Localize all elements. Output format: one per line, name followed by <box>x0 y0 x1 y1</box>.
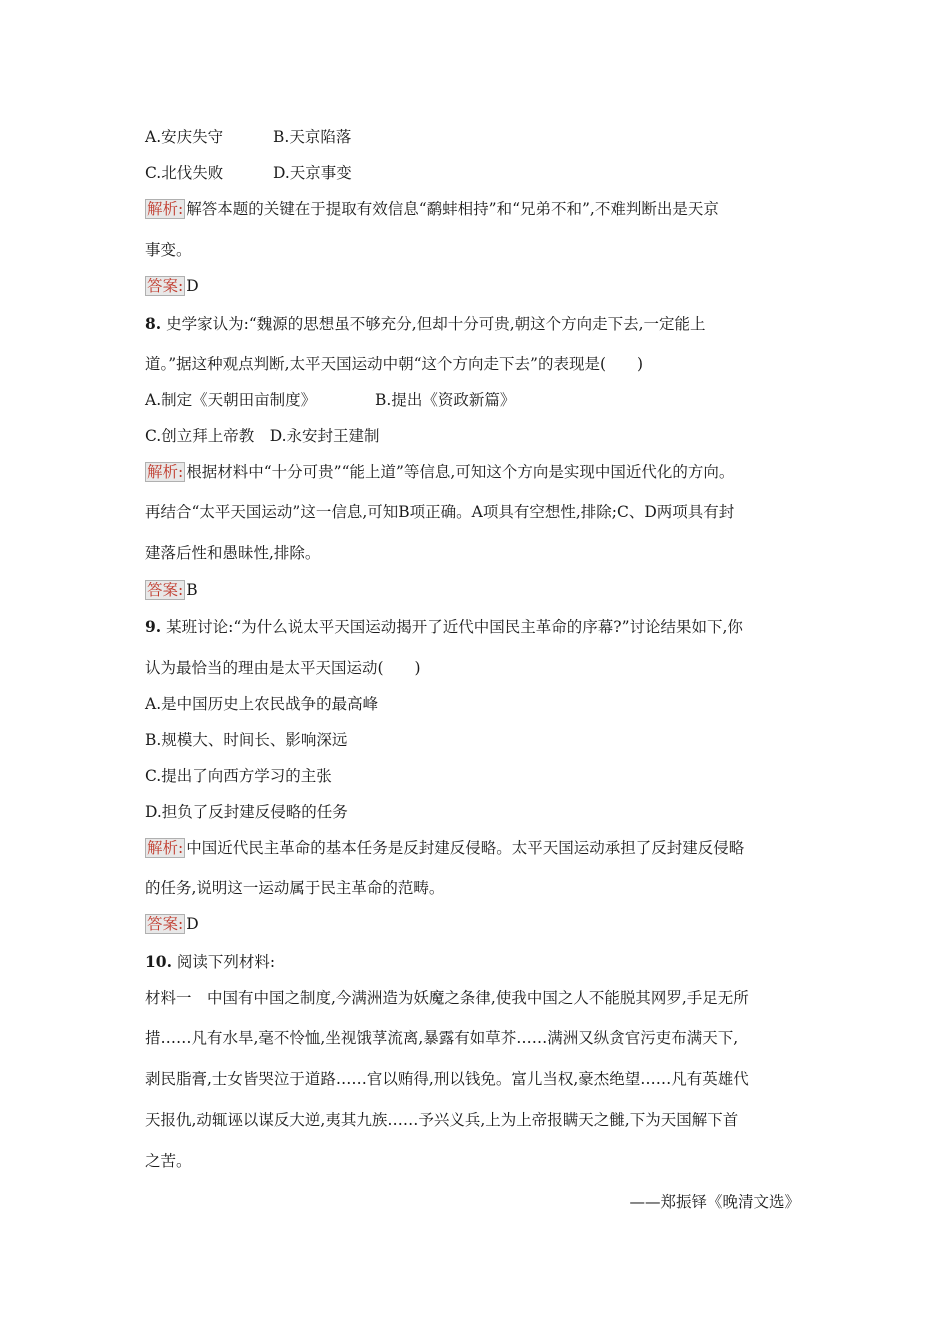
q9-option-d-row <box>145 802 348 822</box>
q7-analysis-cont <box>145 240 192 260</box>
q7-option-b: B.天京陷落 <box>273 128 352 146</box>
answer-label: 答案: <box>147 581 184 599</box>
q8-analysis-cont-2 <box>145 543 320 563</box>
q8-stem-cont <box>145 354 643 374</box>
q8-stem-text-2: 道。”据这种观点判断,太平天国运动中朝“这个方向走下去”的表现是( ) <box>145 355 644 373</box>
q7-analysis <box>145 199 719 219</box>
analysis-label: 解析: <box>147 839 184 857</box>
q8-analysis-text-1: 根据材料中“十分可贵”“能上道”等信息,可知这个方向是实现中国近代化的方向。 <box>186 463 735 481</box>
q7-options-row-2 <box>145 163 352 183</box>
q7-analysis-text-2: 事变。 <box>145 241 192 259</box>
material-text: 之苦。 <box>145 1152 192 1170</box>
q10-material-line-1 <box>145 988 749 1008</box>
q7-option-c: C.北伐失败 <box>145 164 224 182</box>
q10-material-line-3 <box>145 1069 749 1089</box>
q10-material-line-5 <box>145 1151 192 1171</box>
q7-option-d: D.天京事变 <box>273 164 352 182</box>
q8-analysis <box>145 462 734 482</box>
q10-material-line-2 <box>145 1028 738 1048</box>
q10-material-line-4 <box>145 1110 738 1130</box>
q9-option-b-row <box>145 730 347 750</box>
q8-option-cd: C.创立拜上帝教 D.永安封王建制 <box>145 427 380 445</box>
q8-stem-text-1: 史学家认为:“魏源的思想虽不够充分,但却十分可贵,朝这个方向走下去,一定能上 <box>166 315 706 333</box>
q8-analysis-text-2: 再结合“太平天国运动”这一信息,可知B项正确。A项具有空想性,排除;C、D两项具有封 <box>145 503 735 521</box>
q8-options-row-2 <box>145 426 380 446</box>
q9-answer-value: D <box>186 915 199 933</box>
q9-stem <box>145 617 743 637</box>
q10-source-citation: ——郑振铎《晚清文选》 <box>629 1193 800 1211</box>
answer-label: 答案: <box>147 277 184 295</box>
analysis-label: 解析: <box>147 200 184 218</box>
q8-number: 8. <box>145 314 162 333</box>
q8-option-a: A.制定《天朝田亩制度》 <box>145 391 317 409</box>
q8-answer <box>145 580 198 600</box>
q7-option-a: A.安庆失守 <box>145 128 224 146</box>
material-text: 材料一 中国有中国之制度,今满洲造为妖魔之条律,使我中国之人不能脱其网罗,手足无所 <box>145 989 749 1007</box>
q10-stem <box>145 952 275 972</box>
q10-number: 10. <box>145 952 172 971</box>
q8-option-b: B.提出《资政新篇》 <box>375 391 516 409</box>
q8-options-row-1 <box>145 390 516 410</box>
material-text: 措……凡有水旱,毫不怜恤,坐视饿莩流离,暴露有如草芥……满洲又纵贪官污吏布满天下, <box>145 1029 739 1047</box>
q8-analysis-text-3: 建落后性和愚昧性,排除。 <box>145 544 321 562</box>
q8-stem <box>145 314 706 334</box>
answer-label: 答案: <box>147 915 184 933</box>
q9-option-b: B.规模大、时间长、影响深远 <box>145 731 348 749</box>
q8-answer-value: B <box>186 581 198 599</box>
material-text: 剥民脂膏,士女皆哭泣于道路……官以贿得,刑以钱免。富儿当权,豪杰绝望……凡有英雄代 <box>145 1070 749 1088</box>
q9-option-c-row <box>145 766 332 786</box>
q7-analysis-text-1: 解答本题的关键在于提取有效信息“鹬蚌相持”和“兄弟不和”,不难判断出是天京 <box>186 200 719 218</box>
q9-stem-text-2: 认为最恰当的理由是太平天国运动( ) <box>145 659 421 677</box>
q9-option-a: A.是中国历史上农民战争的最高峰 <box>145 695 379 713</box>
q8-analysis-cont-1 <box>145 502 734 522</box>
q9-option-d: D.担负了反封建反侵略的任务 <box>145 803 348 821</box>
q9-analysis <box>145 838 744 858</box>
q7-answer <box>145 276 199 296</box>
q9-analysis-text-2: 的任务,说明这一运动属于民主革命的范畴。 <box>145 879 445 897</box>
material-text: 天报仇,动辄诬以谋反大逆,夷其九族……予兴义兵,上为上帝报瞒天之雠,下为天国解下首 <box>145 1111 739 1129</box>
q7-answer-value: D <box>186 277 199 295</box>
q9-stem-text-1: 某班讨论:“为什么说太平天国运动揭开了近代中国民主革命的序幕?”讨论结果如下,你 <box>166 618 743 636</box>
q9-option-a-row <box>145 694 378 714</box>
q9-number: 9. <box>145 617 162 636</box>
q7-options-row-1 <box>145 127 352 147</box>
q9-analysis-text-1: 中国近代民主革命的基本任务是反封建反侵略。太平天国运动承担了反封建反侵略 <box>186 839 745 857</box>
q9-answer <box>145 914 199 934</box>
q9-stem-cont <box>145 658 421 678</box>
analysis-label: 解析: <box>147 463 184 481</box>
q9-analysis-cont <box>145 878 444 898</box>
q9-option-c: C.提出了向西方学习的主张 <box>145 767 332 785</box>
q10-stem-text: 阅读下列材料: <box>176 953 276 971</box>
